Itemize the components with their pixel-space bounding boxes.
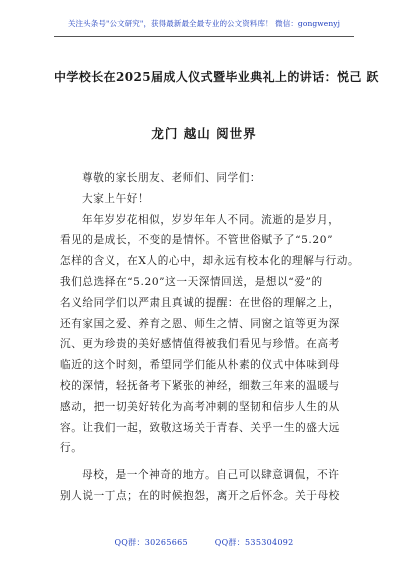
body-line: 临近的这个时刻，希望同学们能从朴素的仪式中体味到母: [60, 359, 340, 372]
body-line: 年年岁岁花相似，岁岁年年人不同。流逝的是岁月，: [82, 213, 340, 226]
body-line: 母校，是一个神奇的地方。自己可以肆意调侃，不许: [82, 469, 340, 482]
body-line: 容。让我们一起，致敬这场关于青春、关乎一生的盛大远: [60, 421, 340, 434]
footer: [0, 537, 408, 548]
body-line: 沉、更为珍贵的美好感情值得被我们看见与珍惜。在高考: [60, 338, 340, 351]
header-note: 关注头条号"公文研究"，获得最新最全最专业的公文资料库！ 微信：gongwenyj: [67, 19, 341, 28]
body-line: 尊敬的家长朋友、老师们、同学们：: [82, 172, 262, 184]
footer-qq-group-2: QQ群：535304092: [214, 538, 294, 547]
body-line: 感动，把一切美好转化为高考冲刺的坚韧和信步人生的从: [60, 400, 340, 413]
document-title: 中学校长在2025届成人仪式暨毕业典礼上的讲话：悦己 跃: [54, 70, 379, 84]
body-line: 别人说一丁点；在的时候抱怨，离开之后怀念。关于母校: [60, 489, 340, 502]
body-line: 我们总选择在“5.20”这一天深情回送，是想以“爱”的: [60, 275, 323, 288]
body-line: 还有家国之爱、养育之恩、师生之情、同窗之谊等更为深: [60, 317, 340, 330]
body-line: 行。: [60, 442, 83, 455]
body-line: 大家上午好！: [82, 192, 150, 205]
document-body: [60, 168, 360, 507]
body-line: 名义给同学们以严肃且真诚的提醒：在世俗的理解之上，: [60, 296, 340, 309]
body-line: 校的深情，轻抚备考下紧张的神经，细数三年来的温暖与: [60, 379, 340, 392]
body-line: 看见的是成长，不变的是情怀。不管世俗赋予了“5.20”: [60, 234, 334, 247]
body-line: 怎样的含义，在X人的心中，却永远有校本化的理解与行动。: [60, 255, 360, 268]
footer-qq-group-1: QQ群：30265665: [114, 538, 188, 547]
document-subtitle: 龙门 越山 阅世界: [151, 126, 257, 141]
header-divider: [54, 36, 354, 37]
